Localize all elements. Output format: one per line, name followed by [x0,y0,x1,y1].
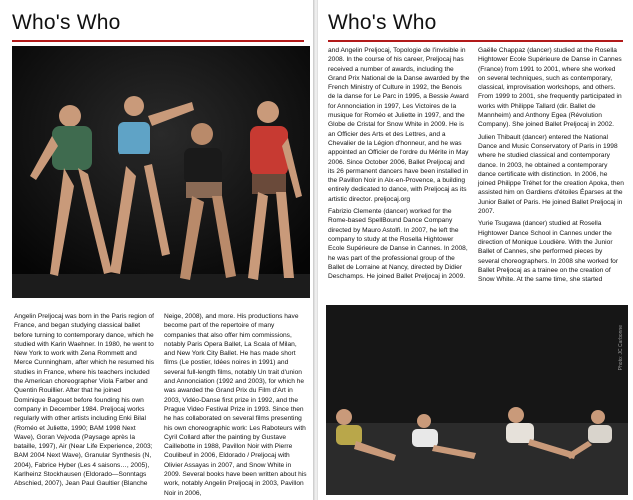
bio-column-1 [14,312,154,492]
right-heading [328,10,623,40]
preljocaj-bio-part-2: Neige, 2008), and more. His productions have become part of the repertoire of many companies that also offer him commissions, notably Paris Opera Ballet, La Scala of Milan, and New York City Ballet. He has made short films (Le postier, Idées noires in 1991) and several full-length films, notably Un trait d'union and Annonciation (1992 and 2003), for which he was awarded the Grand Prix du Film d'Art in 2003, Vidéo-Danse first prize in 1992, and the Prague Video Festival Prize in 1993. Since then he has collaborated on several films presenting his own choreographic work: Les Raboteurs with Cyril Collard after the painting by Gustave Caillebotte in 1988, Pavillon Noir with Pierre Coulibeuf in 2006, Eldorado / Preljocaj with Olivier Assayas in 2007, and Snow White in 2009. Several books have been written about his work, notably Angelin Preljocaj in 2003, Pavillon Noir in 2006, [164,313,307,497]
left-page-title: Who's Who [12,11,121,34]
left-title-rule [12,40,304,42]
preljocaj-bio-part-1: Angelin Preljocaj was born in the Paris region of France, and began studying classical ballet before turning to contemporary dance, which he studied with Karin Waehner. In 1980, he went to New York to work with Zena Rommett and Merce Cunningham, after which he resumed his studies in France, where his teachers included the American choreographer Viola Farber and Quentin Rouillier. After that he joined Dominique Bagouet before founding his own company in December 1984. Preljocaj works regularly with other artists including Enki Bilal (Roméo et Juliette, 1990; BAM 1998 Next Wave), Goran Vejvoda (Paysage après la bataille, 1997), Air (Near Life Experience, 2003; BAM 2004 Next Wave), Granular Synthesis (N, 2004), Fabrice Hyber (Les 4 saisons…, 2005), Karlheinz Stockhausen (Eldorado—Sonntags Abschied, 2007), Jean Paul Gaultier (Blanche [14,313,155,488]
right-page [318,0,633,500]
right-title-rule [328,40,623,42]
tsugawa-bio: Yurie Tsugawa (dancer) studied at Rosella Hightower Dance School in Cannes under the direction of Monique Loudière. With the Junior Ballet of Cannes, she performed pieces by several choreographers. In 2008 she worked for Ballet Preljocaj as a trainee on the creation of Snow White. At the same time, she started [478,220,619,284]
bio-column-2 [164,312,308,500]
photo-credit: Photo: JC Carbonne [618,325,624,371]
dancers-photo-standing-image [12,46,310,298]
right-page-title: Who's Who [328,11,437,34]
left-heading [12,10,304,40]
dancers-photo-floor-image [326,305,628,495]
bio-column-3 [328,46,470,284]
bio-column-4 [478,46,624,287]
dancers-photo-floor [326,305,628,495]
dancers-photo-standing [12,46,310,298]
thibault-bio: Julien Thibault (dancer) entered the National Dance and Music Conservatory of Paris in 1998 where he studied classical and contemporary dance. In 2003, he obtained a contemporary dance certificate with distinction. In 2006, he joined Philippe Tréhet for the creation Apoka, then assisted him on Gardiens d'étoiles Éparses at the Junior Ballet of Paris. He joined Ballet Preljocaj in 2007. [478,133,624,216]
left-page [0,0,314,500]
preljocaj-bio-part-3: and Angelin Preljocaj, Topologie de l'invisible in 2008. In the course of his career, Preljocaj has received a number of awards, including the Grand Prix National de la Danse awarded by the French Ministry of Culture in 1992, the Benois de la danse for Le Parc in 1995, a Bessie Award for Annonciation in 1997, Les Victoires de la musique for Roméo et Juliette in 1997, and the Globe de Cristal for Snow White in 2009. He is an Officier des Arts et des Lettres, and a Chevalier de la Légion d'honneur, and he was appointed an Officier de l'ordre du Mérite in May 2006. Since October 2006, Ballet Preljocaj and its 26 permanent dancers have been installed in the Pavillon Noir in Aix-en-Provence, a building entirely dedicated to dance, with Preljocaj as its artistic director. preljocaj.org [328,47,470,203]
chappaz-bio: Gaëlle Chappaz (dancer) studied at the Rosella Hightower Ecole Supérieure de Danse in Cannes (France) from 1991 to 2001, where she worked on several techniques, such as contemporary, classical, improvisation workshops, and others. From 1999 to 2001, she frequently participated in works with Philippe Tallard (dir. Ballet de Mannheim) and Anthony Egea (Révolution Company). She joined Ballet Preljocaj in 2002. [478,47,622,129]
clemente-bio: Fabrizio Clemente (dancer) worked for the Rome-based SpellBound Dance Company directed by Mauro Astolfi. In 2007, he left the company to study at the Rosella Hightower Ecole Supérieure de Danse in Cannes. In 2008, he was part of the professional group of the Ballet de Lorraine at Nancy, directed by Didier Deschamps. He joined Ballet Preljocaj in 2009. [328,208,468,281]
